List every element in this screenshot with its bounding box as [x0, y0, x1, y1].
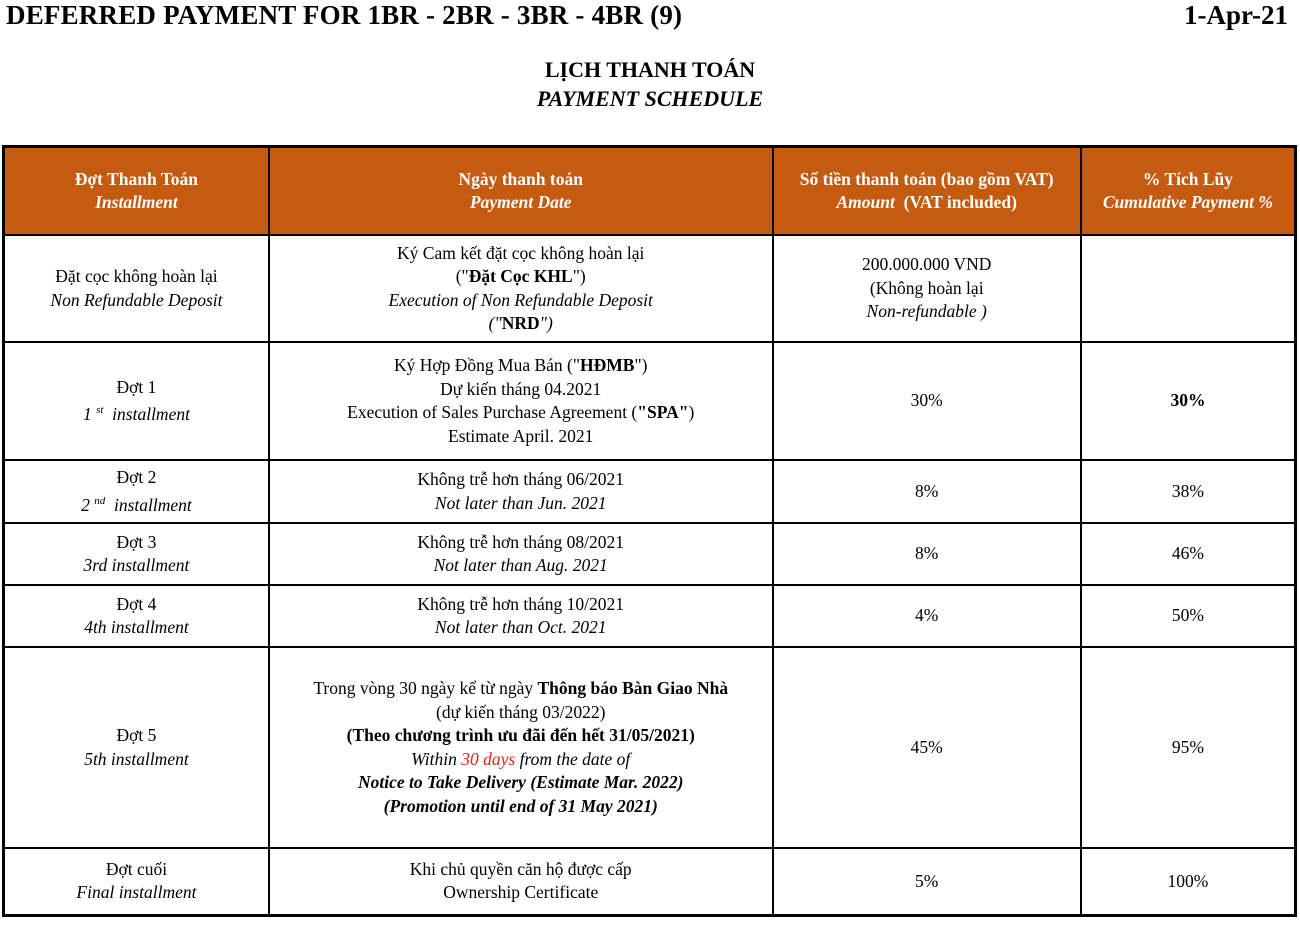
payment-schedule-table	[2, 145, 1297, 917]
table-header-row	[4, 147, 1296, 236]
amount-cell: 30%	[773, 342, 1081, 460]
header-installment-en: Installment	[95, 192, 178, 212]
installment-en: Final installment	[76, 882, 197, 903]
cumulative-cell: 46%	[1081, 523, 1296, 585]
amount-cell: 5%	[773, 848, 1081, 915]
date-line: ("Đặt Cọc KHL")	[455, 266, 586, 286]
table-row	[4, 523, 1296, 585]
cumulative-cell: 30%	[1081, 342, 1296, 460]
installment-cell	[4, 585, 269, 647]
amount-line: (Không hoàn lại	[869, 277, 984, 298]
date-line: Not later than Jun. 2021	[434, 492, 607, 513]
date-line: (Promotion until end of 31 May 2021)	[383, 795, 658, 816]
document-title: DEFERRED PAYMENT FOR 1BR - 2BR - 3BR - 4BR (9)	[6, 0, 683, 30]
date-line: Within 30 days from the date of	[411, 748, 631, 769]
date-line: Execution of Non Refundable Deposit	[388, 289, 653, 310]
table-row	[4, 585, 1296, 647]
installment-vi: Đợt 3	[116, 531, 157, 552]
amount-cell: 4%	[773, 585, 1081, 647]
payment-date-cell	[269, 460, 773, 523]
date-line: Không trễ hơn tháng 10/2021	[417, 593, 625, 614]
amount-cell: 8%	[773, 460, 1081, 523]
date-line: (dự kiến tháng 03/2022)	[436, 701, 606, 722]
installment-cell	[4, 342, 269, 460]
installment-vi: Đợt 5	[116, 725, 157, 745]
schedule-title	[0, 55, 1300, 113]
date-line: Ký Cam kết đặt cọc không hoàn lại	[397, 242, 645, 263]
table-row	[4, 848, 1296, 915]
installment-cell	[4, 523, 269, 585]
date-line: Execution of Sales Purchase Agreement ("SPA")	[347, 402, 695, 422]
date-line: Không trễ hơn tháng 06/2021	[417, 469, 625, 489]
header-amount	[773, 147, 1081, 236]
date-line: Trong vòng 30 ngày kể từ ngày Thông báo Bàn Giao Nhà	[313, 678, 729, 698]
date-line: Ký Hợp Đồng Mua Bán ("HĐMB")	[393, 355, 648, 375]
amount-line: Non-refundable )	[866, 301, 987, 322]
installment-en: 1 $^{st}$ installment	[82, 403, 190, 424]
schedule-title-vi: LỊCH THANH TOÁN	[544, 57, 756, 82]
schedule-title-en: PAYMENT SCHEDULE	[536, 86, 764, 111]
cumulative-cell: 38%	[1081, 460, 1296, 523]
payment-date-cell	[269, 585, 773, 647]
date-line: Ownership Certificate	[443, 882, 599, 903]
table-row	[4, 460, 1296, 523]
installment-cell	[4, 848, 269, 915]
payment-date-cell	[269, 342, 773, 460]
header-amount-suffix: (VAT included)	[903, 192, 1017, 212]
date-line: Estimate April. 2021	[448, 425, 594, 446]
installment-en: 5th installment	[84, 748, 189, 769]
header-cumulative-vi: % Tích Lũy	[1142, 168, 1233, 189]
date-line: Not later than Oct. 2021	[434, 617, 607, 637]
cumulative-cell	[1081, 235, 1296, 342]
cumulative-cell: 50%	[1081, 585, 1296, 647]
header-payment-date	[269, 147, 773, 236]
cumulative-cell: 95%	[1081, 647, 1296, 848]
installment-cell	[4, 647, 269, 848]
document-date: 1-Apr-21	[1184, 0, 1288, 30]
payment-date-cell	[269, 235, 773, 342]
date-line: Không trễ hơn tháng 08/2021	[417, 531, 625, 552]
header-installment	[4, 147, 269, 236]
amount-cell: 45%	[773, 647, 1081, 848]
installment-vi: Đợt cuối	[105, 858, 168, 879]
installment-vi: Đợt 2	[116, 467, 157, 488]
header-cumulative-en: Cumulative Payment %	[1102, 192, 1273, 212]
header-installment-vi: Đợt Thanh Toán	[74, 168, 199, 189]
installment-vi: Đợt 4	[116, 593, 157, 614]
header-amount-vi: Số tiền thanh toán (bao gồm VAT)	[799, 168, 1054, 189]
payment-date-cell	[269, 848, 773, 915]
payment-date-cell	[269, 647, 773, 848]
date-line: Dự kiến tháng 04.2021	[440, 378, 602, 399]
amount-cell: 8%	[773, 523, 1081, 585]
date-line: (Theo chương trình ưu đãi đến hết 31/05/2021)	[346, 725, 695, 745]
date-line: Khi chủ quyền căn hộ được cấp	[409, 858, 632, 879]
installment-en: 2 $^{nd}$ installment	[81, 494, 192, 515]
header-amount-en: Amount	[836, 192, 895, 212]
payment-date-cell	[269, 523, 773, 585]
installment-vi: Đợt 1	[116, 376, 157, 397]
installment-vi: Đặt cọc không hoàn lại	[55, 266, 218, 286]
date-line: Not later than Aug. 2021	[433, 555, 608, 575]
header-payment-date-vi: Ngày thanh toán	[458, 168, 583, 189]
installment-cell	[4, 235, 269, 342]
amount-cell	[773, 235, 1081, 342]
date-line: Notice to Take Delivery (Estimate Mar. 2022)	[357, 772, 684, 792]
header-payment-date-en: Payment Date	[469, 192, 572, 212]
table-row	[4, 647, 1296, 848]
table-row	[4, 235, 1296, 342]
table-row	[4, 342, 1296, 460]
header-cumulative	[1081, 147, 1296, 236]
date-line: ("NRD")	[488, 313, 553, 333]
installment-en: 3rd installment	[83, 555, 190, 575]
cumulative-cell: 100%	[1081, 848, 1296, 915]
installment-en: 4th installment	[84, 617, 189, 637]
installment-en: Non Refundable Deposit	[50, 289, 223, 310]
installment-cell	[4, 460, 269, 523]
amount-line: 200.000.000 VND	[861, 254, 992, 275]
